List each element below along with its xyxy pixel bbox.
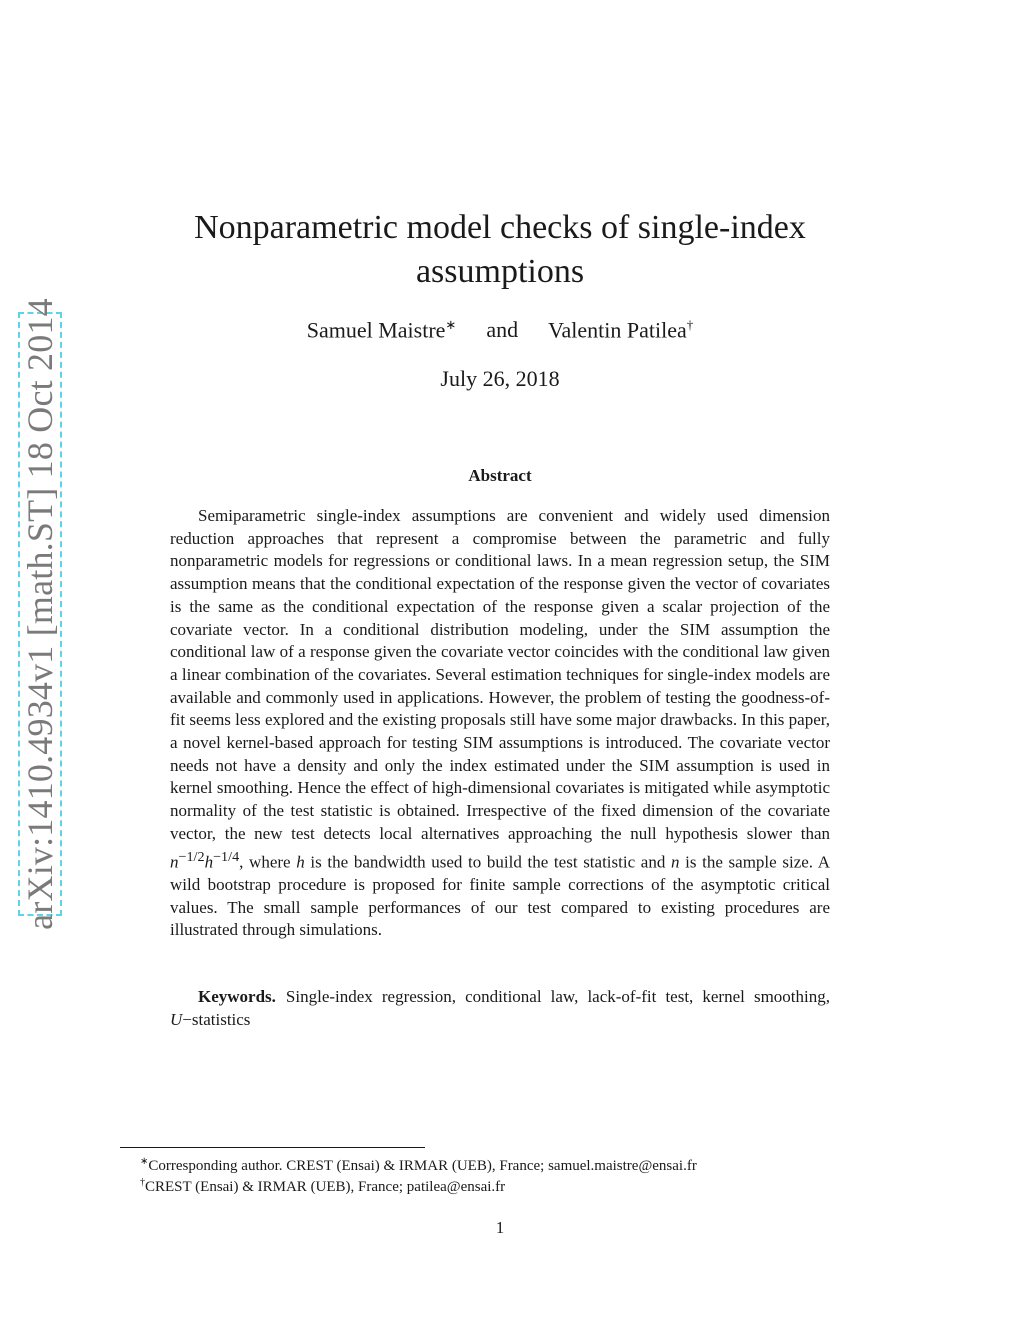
abstract-heading: Abstract [468,466,532,485]
arxiv-stamp [18,298,62,930]
footnote-mark: † [140,1177,145,1188]
abstract-text: is the bandwidth used to build the test statistic and [310,852,666,872]
abstract-text: is the sample size. A wild bootstrap procedure is proposed for finite sample corrections of the asymptotic critical values. The small sample performances of our test compared to existing procedures are illustrated through simulations. [170,852,831,940]
footnote-text: CREST (Ensai) & IRMAR (UEB), France; patilea@ensai.fr [145,1179,506,1195]
paper-title: Nonparametric model checks of single-index assumptions [194,209,806,290]
arxiv-id: arXiv:1410.4934v1 [math.ST] 18 Oct 2014 [20,298,60,930]
author-name: Valentin Patilea [548,317,687,343]
keywords-label: Keywords. [198,987,276,1006]
keywords [170,986,830,1031]
author-separator: and [486,317,519,343]
keywords-suffix: −statistics [182,1009,251,1029]
footnote-mark: ∗ [140,1156,149,1167]
author-line [150,317,850,343]
abstract-text: , where [239,852,291,872]
math-h: h [204,852,214,872]
author-name: Samuel Maistre [306,317,446,343]
keywords-text: Single-index regression, conditional law, lack-of-fit test, kernel smoothing, [285,987,830,1006]
math-h: h [296,852,305,872]
abstract-body [170,505,830,942]
author-footnote-mark: † [686,317,694,332]
math-n: n [670,852,680,872]
math-exponent: −1/2 [178,848,205,865]
footnote-text: Corresponding author. CREST (Ensai) & IRMAR (UEB), France; samuel.maistre@ensai.fr [148,1158,697,1174]
author-footnote-mark: ∗ [445,317,457,332]
math-u: U [170,1009,183,1029]
math-n: n [170,852,179,872]
math-exponent: −1/4 [213,848,240,865]
footnote-affiliation [140,1173,880,1197]
footnote-rule [120,1147,425,1148]
page-number: 1 [495,1218,505,1237]
paper-date: July 26, 2018 [440,366,560,391]
abstract-text: Semiparametric single-index assumptions are convenient and widely used dimension reduction approaches that represent a compromise between the parametric and fully nonparametric models for regressions or conditional laws. In a mean regression setup, the SIM assumption means that the conditional expectation of the response given the vector of covariates is the same as the conditional expectation of the response given a scalar projection of the covariate vector. In a conditional distribution modeling, under the SIM assumption the conditional law of a response given the covariate vector coincides with the conditional law given a linear combination of the covariates. Several estimation techniques for single-index models are available and commonly used in applications. However, the problem of testing the goodness-of-fit seems less explored and the existing proposals still have some major drawbacks. In this paper, a novel kernel-based approach for testing SIM assumptions is introduced. The covariate vector needs not have a density and only the index estimated under the SIM assumption is used in kernel smoothing. Hence the effect of high-dimensional covariates is mitigated while asymptotic normality of the test statistic is obtained. Irrespective of the fixed dimension of the covariate vector, the new test detects local alternatives approaching the null hypothesis slower than [170,506,830,843]
